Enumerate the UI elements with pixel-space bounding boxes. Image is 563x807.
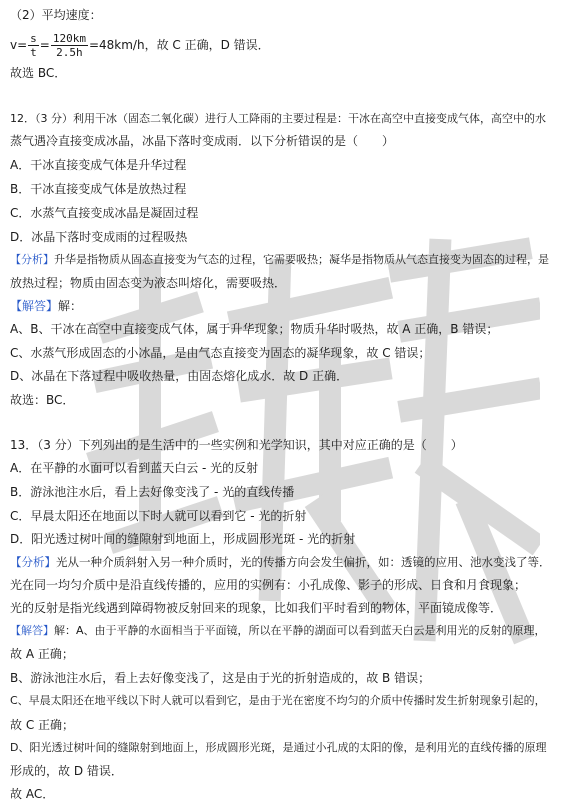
q11-answer: 故选 BC．: [10, 66, 67, 80]
q11-formula-line: [10, 30, 555, 60]
q13-solution-line4: C、早晨太阳还在地平线以下时人就可以看到它，是由于光在密度不均匀的介质中传播时发生折射现象引起的，: [10, 694, 546, 707]
q12-solution-line3: D、冰晶在下落过程中吸收热量，由固态熔化成水．故 D 正确．: [10, 369, 349, 383]
q12-option-a: A．干冰直接变成气体是升华过程: [10, 158, 187, 172]
q11-part2-title: （2）平均速度：: [10, 8, 102, 22]
q13-solution-line1: [10, 623, 555, 639]
q13-solution-line5: 故 C 正确；: [10, 718, 75, 732]
q11-fraction-s-over-t: [28, 32, 39, 59]
q13-solution-text: 解：A、由于平静的水面相当于平面镜，所以在平静的湖面可以看到蓝天白云是利用光的反射的原理，: [54, 624, 546, 637]
analysis-tag: 【分析】: [10, 253, 54, 266]
q12-stem-line1: 12．（3 分）利用干冰（固态二氧化碳）进行人工降雨的主要过程是：干冰在高空中直接变成气体，高空中的水: [10, 112, 546, 125]
q13-analysis-line2: 光在同一均匀介质中是沿直线传播的，应用的实例有：小孔成像、影子的形成、日食和月食现象；: [10, 578, 527, 592]
q11-equals: =: [39, 38, 50, 52]
fraction-denominator: t: [30, 46, 37, 59]
q13-answer: 故 AC．: [10, 787, 55, 801]
q12-option-d: D．冰晶下落时变成雨的过程吸热: [10, 230, 188, 244]
q13-stem: 13．（3 分）下列列出的是生活中的一些实例和光学知识，其中对应正确的是（ ）: [10, 438, 463, 452]
fraction-numerator: 120km: [52, 32, 86, 45]
q11-v-prefix: v=: [10, 38, 28, 52]
q12-option-c: C．水蒸气直接变成冰晶是凝固过程: [10, 206, 199, 220]
q11-fraction-values: [51, 32, 88, 59]
q12-analysis-line2: 放热过程；物质由固态变为液态叫熔化，需要吸热．: [10, 276, 287, 290]
q12-stem-line2: 蒸气遇冷直接变成冰晶，冰晶下落时变成雨．以下分析错误的是（ ）: [10, 134, 395, 148]
q12-analysis-text: 升华是指物质从固态直接变为气态的过程，它需要吸热；凝华是指物质从气态直接变为固态的过程，是: [54, 253, 549, 266]
q12-solution-line2: C、水蒸气形成固态的小冰晶，是由气态直接变为固态的凝华现象，故 C 错误；: [10, 346, 431, 360]
solution-tag: 【解答】: [10, 299, 59, 313]
q13-option-b: B．游泳池注水后，看上去好像变浅了 - 光的直线传播: [10, 485, 295, 499]
q13-option-a: A．在平静的水面可以看到蓝天白云 - 光的反射: [10, 461, 259, 475]
q12-option-b: B．干冰直接变成气体是放热过程: [10, 182, 187, 196]
q12-analysis-line1: [10, 252, 555, 268]
q13-analysis-line1: [10, 554, 555, 570]
solution-tag: 【解答】: [10, 624, 54, 637]
q12-solution-header: [10, 298, 555, 314]
q13-analysis-line3: 光的反射是指光线遇到障碍物被反射回来的现象，比如我们平时看到的物体，平面镜成像等．: [10, 601, 503, 615]
fraction-numerator: s: [30, 32, 37, 45]
q12-solution-line1: A、B、干冰在高空中直接变成气体，属于升华现象；物质升华时吸热，故 A 正确，B 错误；: [10, 322, 499, 336]
analysis-tag: 【分析】: [10, 555, 56, 569]
q12-answer: 故选：BC．: [10, 393, 75, 407]
q13-analysis-text: 光从一种介质斜射入另一种介质时，光的传播方向会发生偏折，如：透镜的应用、池水变浅了等．: [56, 555, 551, 569]
q13-solution-line7: 形成的，故 D 错误．: [10, 764, 123, 778]
q12-solution-lead: 解：: [58, 299, 83, 313]
q13-solution-line2: 故 A 正确；: [10, 647, 74, 661]
fraction-denominator: 2.5h: [56, 46, 83, 59]
q13-option-c: C．早晨太阳还在地面以下时人就可以看到它 - 光的折射: [10, 509, 307, 523]
q13-option-d: D．阳光透过树叶间的缝隙射到地面上，形成圆形光斑 - 光的折射: [10, 532, 356, 546]
q13-solution-line3: B、游泳池注水后，看上去好像变浅了，这是由于光的折射造成的，故 B 错误；: [10, 671, 431, 685]
q11-formula-result: =48km/h，故 C 正确，D 错误．: [88, 38, 270, 52]
q13-solution-line6: D、阳光透过树叶间的缝隙射到地面上，形成圆形光斑，是通过小孔成的太阳的像，是利用光的直线传播的原理: [10, 741, 547, 754]
